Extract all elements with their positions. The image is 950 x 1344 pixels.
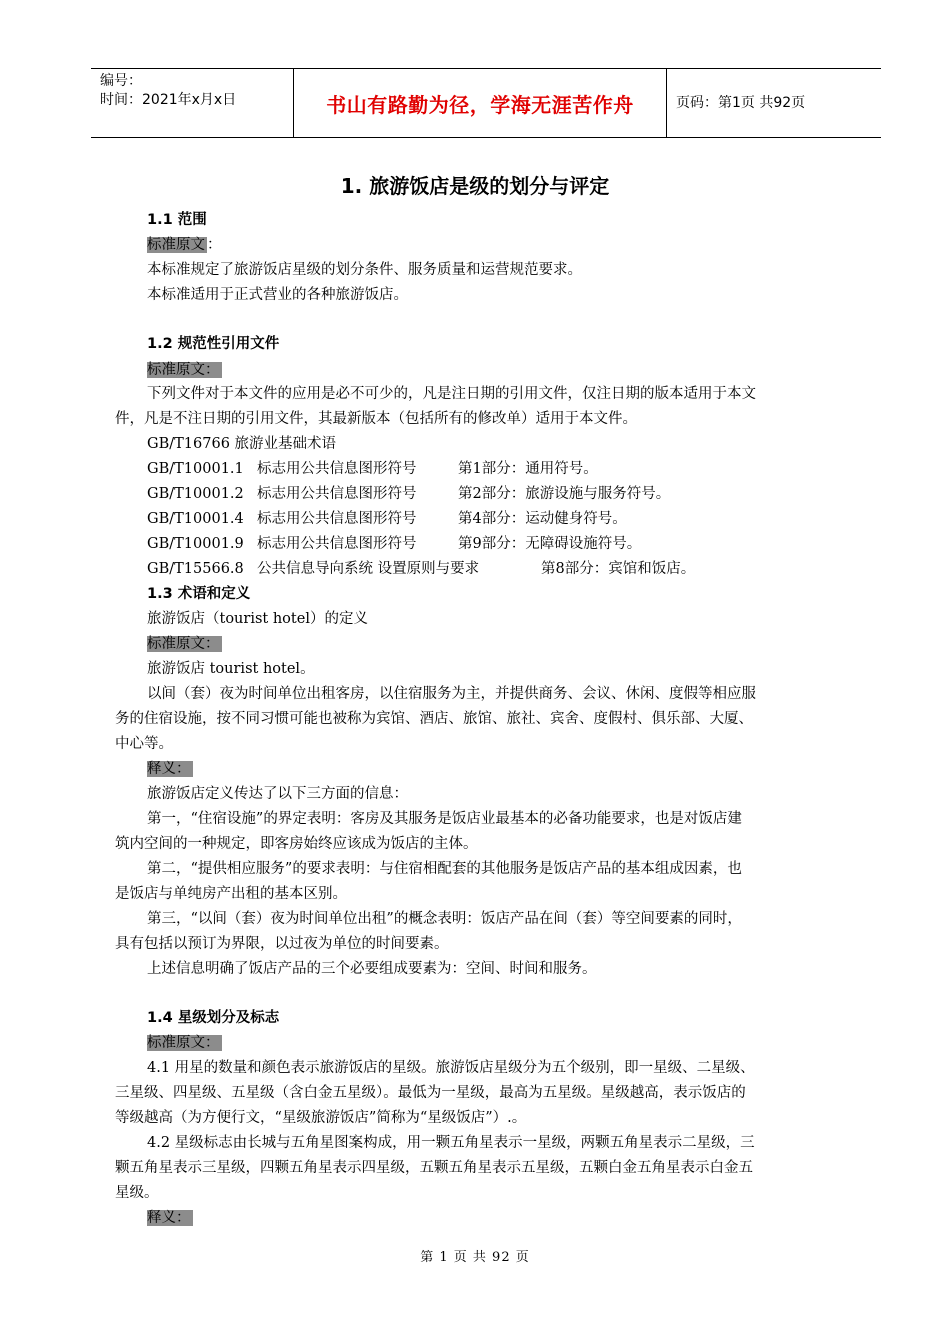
- reference-part: 第1部分：通用符号。: [458, 461, 598, 477]
- time-label: 时间：2021年x月x日: [100, 92, 237, 108]
- header-page-cell: [667, 69, 881, 137]
- paragraph: 务的住宿设施，按不同习惯可能也被称为宾馆、酒店、旅馆、旅社、宾舍、度假村、俱乐部、大厦、: [115, 711, 753, 727]
- paragraph: 第一，“住宿设施”的界定表明：客房及其服务是饭店业最基本的必备功能要求，也是对饭店建: [147, 811, 742, 827]
- standard-text-tag: 标准原文：: [147, 636, 220, 652]
- motto: 书山有路勤为径，学海无涯苦作舟: [326, 92, 634, 117]
- paragraph: 星级。: [115, 1185, 159, 1201]
- paragraph: 具有包括以预订为界限，以过夜为单位的时间要素。: [115, 936, 449, 952]
- paragraph: 下列文件对于本文件的应用是必不可少的，凡是注日期的引用文件，仅注日期的版本适用于本文: [147, 386, 756, 402]
- reference-part: 第2部分：旅游设施与服务符号。: [458, 486, 671, 502]
- reference-title: 标志用公共信息图形符号: [257, 511, 417, 527]
- reference-code: GB/T15566.8: [147, 561, 244, 577]
- reference-code: GB/T10001.1: [147, 461, 244, 477]
- reference-code: GB/T10001.9: [147, 536, 244, 552]
- reference-part: 第4部分：运动健身符号。: [458, 511, 627, 527]
- paragraph: 三星级、四星级、五星级（含白金五星级）。最低为一星级，最高为五星级。星级越高，表示饭店的: [115, 1085, 746, 1101]
- paragraph: 以间（套）夜为时间单位出租客房，以住宿服务为主，并提供商务、会议、休闲、度假等相应服: [147, 686, 756, 702]
- paragraph: 4.2 星级标志由长城与五角星图案构成，用一颗五角星表示一星级，两颗五角星表示二星级，三: [147, 1135, 755, 1151]
- standard-text-tag: 标准原文：: [147, 1035, 220, 1051]
- header-meta-cell: [91, 69, 293, 137]
- reference-item: GB/T16766 旅游业基础术语: [147, 436, 337, 452]
- paragraph: 第三，“以间（套）夜为时间单位出租”的概念表明：饭店产品在间（套）等空间要素的同时，: [147, 911, 742, 927]
- reference-title: 标志用公共信息图形符号: [257, 461, 417, 477]
- definition-title: 旅游饭店（tourist hotel）的定义: [147, 611, 368, 627]
- paragraph: 上述信息明确了饭店产品的三个必要组成要素为：空间、时间和服务。: [147, 961, 597, 977]
- paragraph: 是饭店与单纯房产出租的基本区别。: [115, 886, 347, 902]
- paragraph: 第二，“提供相应服务”的要求表明：与住宿相配套的其他服务是饭店产品的基本组成因素，也: [147, 861, 742, 877]
- reference-part: 第9部分：无障碍设施符号。: [458, 536, 642, 552]
- paragraph: 本标准适用于正式营业的各种旅游饭店。: [147, 287, 408, 303]
- serial-label: 编号：: [100, 73, 142, 89]
- page-info: 页码：第1页 共92页: [676, 94, 806, 111]
- paragraph: 中心等。: [115, 736, 173, 752]
- reference-code: GB/T10001.4: [147, 511, 244, 527]
- paragraph: 筑内空间的一种规定，即客房始终应该成为饭店的主体。: [115, 836, 478, 852]
- page-footer: 第 1 页 共 92 页: [420, 1250, 530, 1265]
- reference-title: 公共信息导向系统 设置原则与要求: [257, 561, 480, 577]
- section-heading-1-4: 1.4 星级划分及标志: [147, 1010, 280, 1026]
- interpretation-tag: 释义：: [147, 1210, 191, 1226]
- document-title: 1. 旅游饭店是级的划分与评定: [340, 174, 610, 198]
- section-heading-1-2: 1.2 规范性引用文件: [147, 336, 280, 352]
- section-heading-1-3: 1.3 术语和定义: [147, 586, 251, 602]
- interpretation-tag: 释义：: [147, 761, 191, 777]
- reference-code: GB/T10001.2: [147, 486, 244, 502]
- standard-text-tag: 标准原文 ：: [147, 237, 222, 253]
- standard-text-tag: 标准原文：: [147, 362, 220, 378]
- reference-title: 标志用公共信息图形符号: [257, 486, 417, 502]
- section-heading-1-1: 1.1 范围: [147, 212, 207, 228]
- term: 旅游饭店 tourist hotel。: [147, 661, 315, 677]
- header-motto-cell: [293, 69, 667, 137]
- paragraph: 4.1 用星的数量和颜色表示旅游饭店的星级。旅游饭店星级分为五个级别，即一星级、二星级、: [147, 1060, 755, 1076]
- reference-part: 第8部分：宾馆和饭店。: [541, 561, 696, 577]
- reference-title: 标志用公共信息图形符号: [257, 536, 417, 552]
- paragraph: 等级越高（为方便行文，“星级旅游饭店”简称为“星级饭店”）.。: [115, 1110, 527, 1126]
- paragraph: 颗五角星表示三星级，四颗五角星表示四星级，五颗五角星表示五星级，五颗白金五角星表示白金五: [115, 1160, 753, 1176]
- paragraph: 本标准规定了旅游饭店星级的划分条件、服务质量和运营规范要求。: [147, 262, 582, 278]
- page-header: [91, 68, 881, 138]
- paragraph: 件，凡是不注日期的引用文件，其最新版本（包括所有的修改单）适用于本文件。: [115, 411, 637, 427]
- paragraph: 旅游饭店定义传达了以下三方面的信息：: [147, 786, 408, 802]
